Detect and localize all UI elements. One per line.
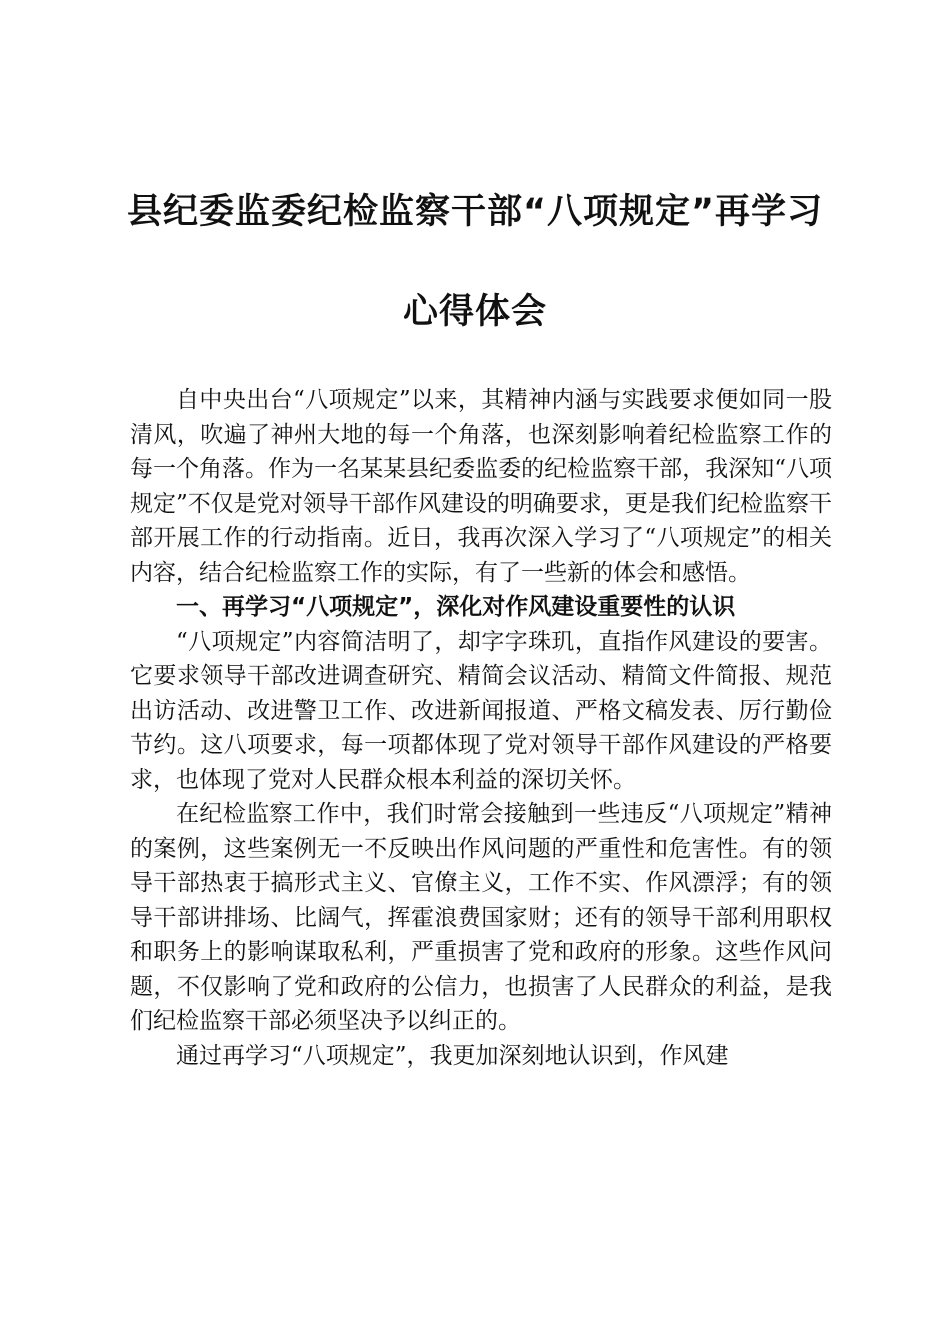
paragraph-cases: 在纪检监察工作中，我们时常会接触到一些违反“八项规定”精神的案例，这些案例无一不反映出作风问题的严重性和危害性。有的领导干部热衷于搞形式主义、官僚主义，工作不实、作风漂浮；有的领导干部讲排场、比阔气，挥霍浪费国家财；还有的领导干部利用职权和职务上的影响谋取私利，严重损害了党和政府的形象。这些作风问题，不仅影响了党和政府的公信力，也损害了人民群众的利益，是我们纪检监察干部必须坚决予以纠正的。 xyxy=(130,801,832,1034)
section-heading-1: 一、再学习“八项规定”，深化对作风建设重要性的认识 xyxy=(176,594,736,620)
document-body xyxy=(130,383,832,1073)
paragraph-eight-rules: “八项规定”内容简洁明了，却字字珠玑，直指作风建设的要害。它要求领导干部改进调查研究、精简会议活动、精简文件简报、规范出访活动、改进警卫工作、改进新闻报道、严格文稿发表、厉行勤俭节约。这八项要求，每一项都体现了党对领导干部作风建设的严格要求，也体现了党对人民群众根本利益的深切关怀。 xyxy=(130,628,832,793)
paragraph-conclusion-start: 通过再学习“八项规定”，我更加深刻地认识到，作风建 xyxy=(176,1042,729,1069)
document-title-line-1: 县纪委监委纪检监察干部“八项规定”再学习 xyxy=(126,192,823,232)
document-title-line-2: 心得体会 xyxy=(402,292,547,332)
paragraph-intro: 自中央出台“八项规定”以来，其精神内涵与实践要求便如同一股清风，吹遍了神州大地的每一个角落，也深刻影响着纪检监察工作的每一个角落。作为一名某某县纪委监委的纪检监察干部，我深知“八项规定”不仅是党对领导干部作风建设的明确要求，更是我们纪检监察干部开展工作的行动指南。近日，我再次深入学习了“八项规定”的相关内容，结合纪检监察工作的实际，有了一些新的体会和感悟。 xyxy=(130,387,832,586)
